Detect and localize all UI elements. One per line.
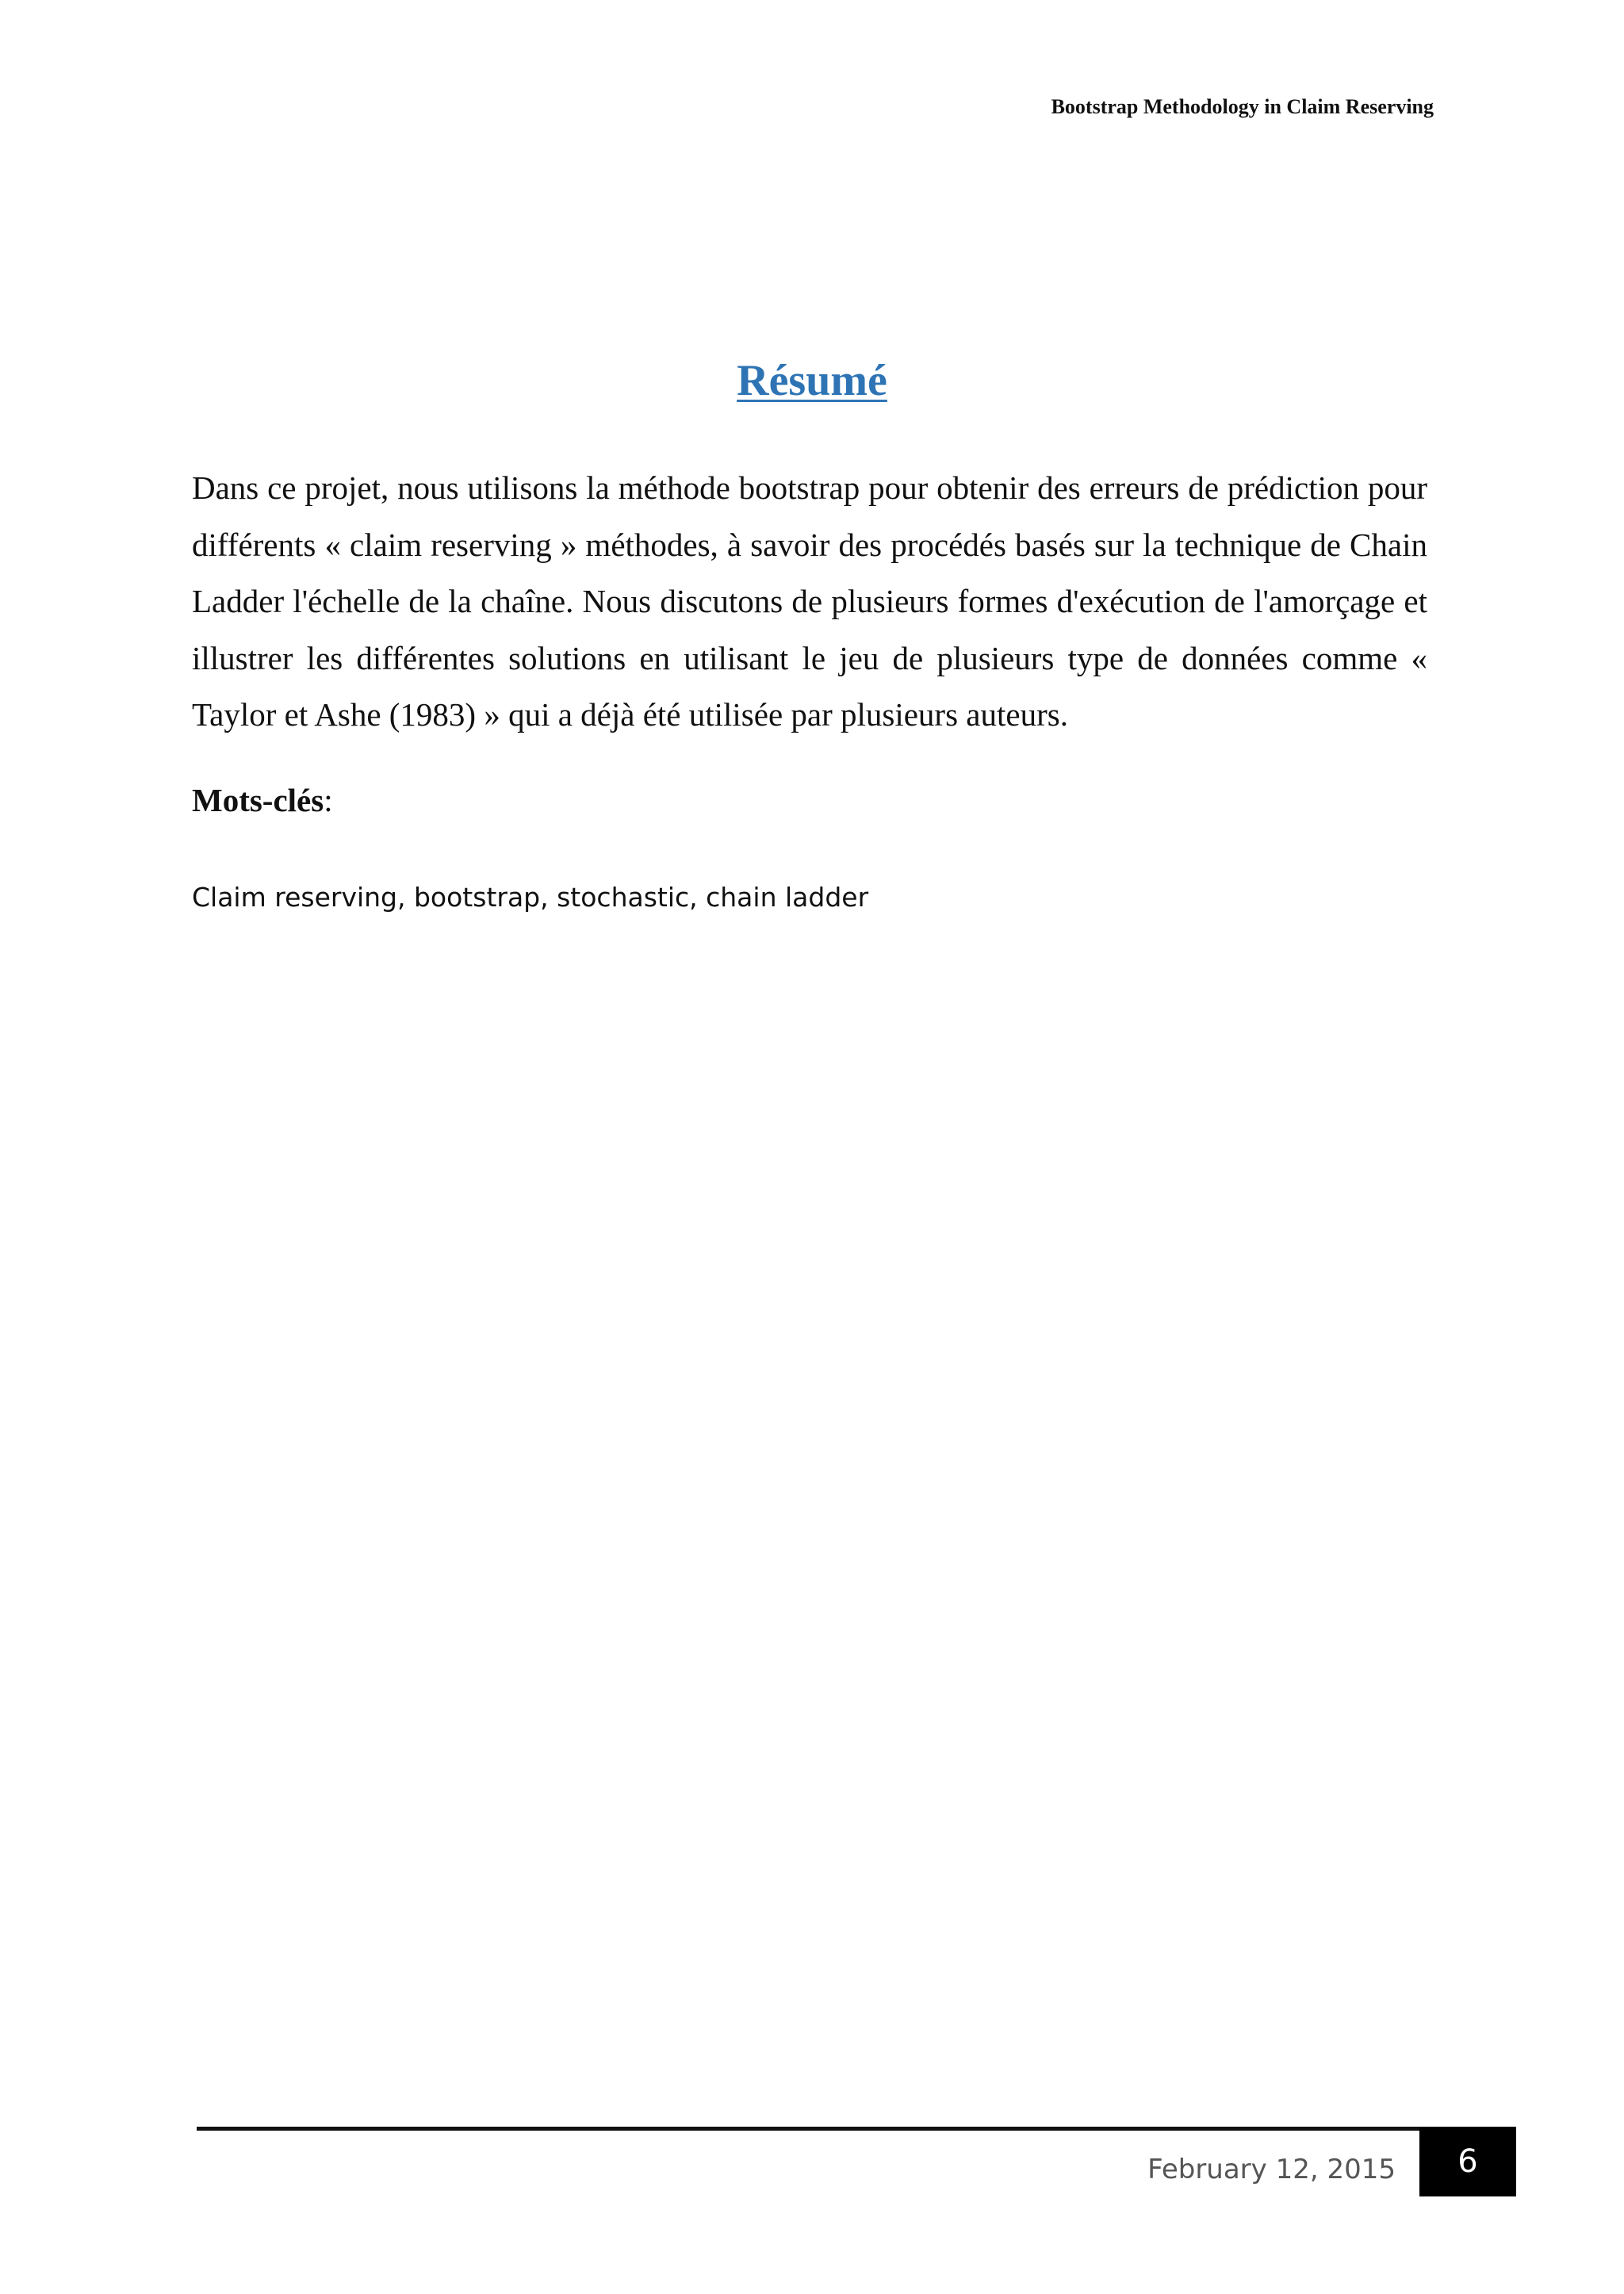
keywords-list: Claim reserving, bootstrap, stochastic, chain ladder — [192, 882, 869, 913]
page-number: 6 — [1457, 2143, 1478, 2180]
keywords-colon: : — [324, 782, 333, 818]
abstract-paragraph: Dans ce projet, nous utilisons la méthode bootstrap pour obtenir des erreurs de prédiction pour différents « claim reserving » méthodes, à savoir des procédés basés sur la technique de Chain Ladder l'échelle de la chaîne. Nous discutons de plusieurs formes d'exécution de l'amorçage et illustrer les différentes solutions en utilisant le jeu de plusieurs type de données comme « Taylor et Ashe (1983) » qui a déjà été utilisée par plusieurs auteurs. — [192, 469, 1427, 733]
footer-date: February 12, 2015 — [1147, 2154, 1396, 2185]
running-header: Bootstrap Methodology in Claim Reserving — [1051, 95, 1434, 118]
page-title: Résumé — [737, 356, 887, 405]
keywords-label: Mots-clés — [192, 782, 324, 818]
keywords-heading — [192, 781, 333, 819]
page-number-box — [1419, 2127, 1516, 2196]
footer-divider — [197, 2127, 1513, 2131]
